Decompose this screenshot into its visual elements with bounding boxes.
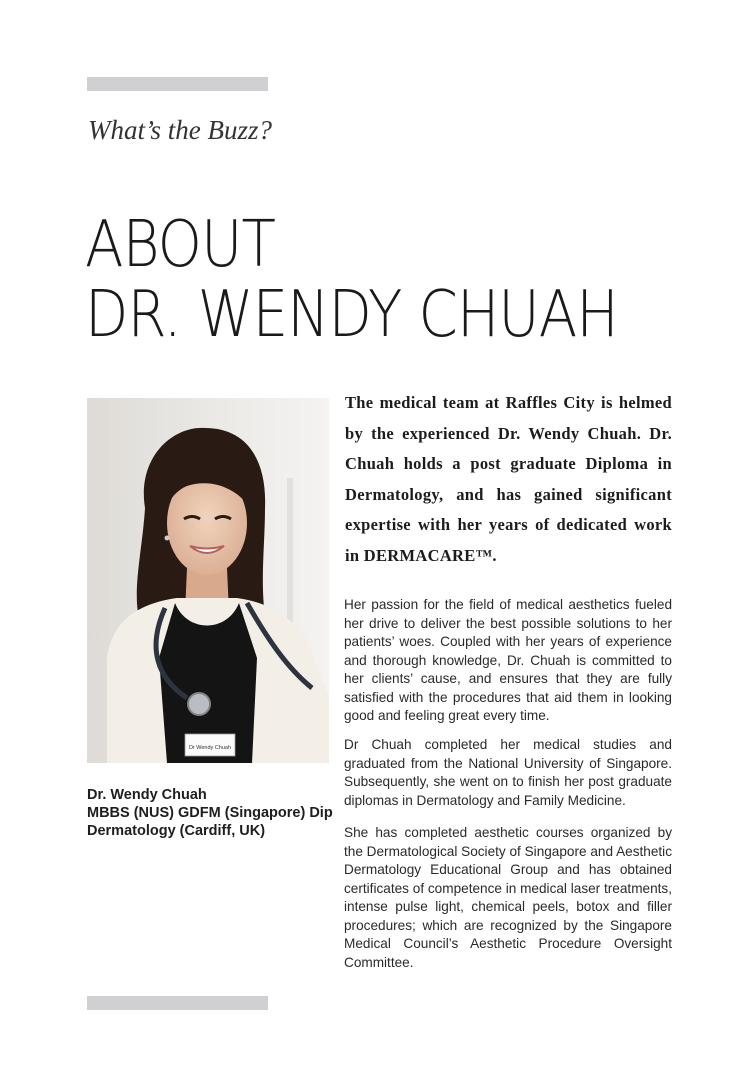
section-kicker: What’s the Buzz? (88, 115, 273, 145)
body-paragraph-3: She has completed aesthetic courses organized by the Dermatological Society of Singapore and Aesthetic Dermatology Educational Group and has obtained certificates of competence in medical laser treatments, intense pulse light, chemical peels, botox and filler procedures; which are recognized by the Singapore Medical Council’s Aesthetic Procedure Oversight Committee. (344, 825, 672, 970)
top-decorative-bar (87, 77, 268, 91)
page-title (85, 210, 618, 350)
doctor-portrait-photo (87, 398, 329, 763)
caption-credentials-2: Dermatology (Cardiff, UK) (87, 823, 266, 839)
name-tag-text: Dr Wendy Chuah (188, 745, 232, 751)
title-line-1: ABOUT (85, 208, 275, 282)
caption-name: Dr. Wendy Chuah (87, 787, 207, 803)
photo-caption (87, 786, 377, 840)
body-paragraph-2: Dr Chuah completed her medical studies and graduated from the National University of Singapore. Subsequently, she went on to finish her post graduate diplomas in Dermatology and Family Medicine. (344, 737, 672, 808)
title-line-2: DR. WENDY CHUAH (85, 278, 618, 352)
bottom-decorative-bar (87, 996, 268, 1010)
body-paragraph-1: Her passion for the field of medical aesthetics fueled her drive to deliver the best possible solutions to her patients’ woes. Coupled with her years of experience and thorough knowledge, Dr. Chuah is committed to her clients’ cause, and ensures that they are fully satisfied with the procedures that aid them in looking good and feeling great every time. (344, 597, 672, 723)
caption-credentials-1: MBBS (NUS) GDFM (Singapore) Dip (87, 805, 333, 821)
lead-paragraph: The medical team at Raffles City is helmed by the experienced Dr. Wendy Chuah. Dr. Chuah holds a post graduate Diploma in Dermatology, and has gained significant expertise with her years of dedicated work in DERMACARE™. (345, 393, 672, 565)
